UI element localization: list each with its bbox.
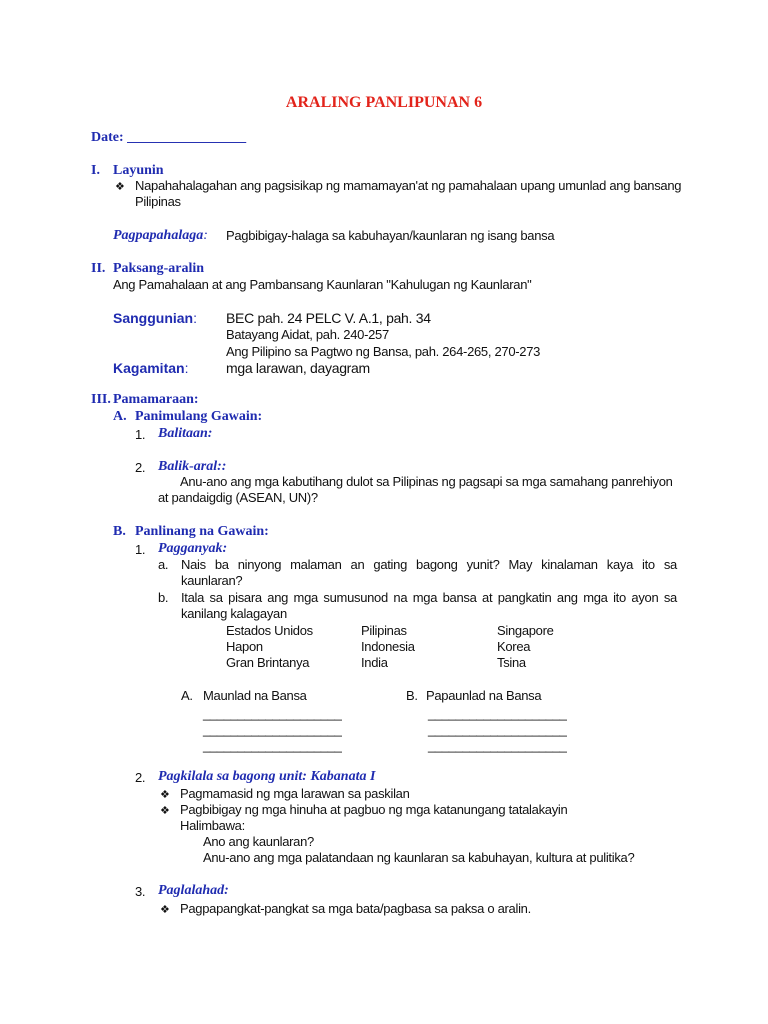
subsection-b-letter: B. — [113, 524, 126, 539]
objective-line-2: Pilipinas — [135, 194, 181, 209]
blank-line: ____________________ — [428, 722, 567, 737]
section-2-number: II. — [91, 261, 106, 276]
country-cell: Singapore — [497, 623, 554, 638]
subsection-a-letter: A. — [113, 409, 127, 424]
blank-line: ____________________ — [203, 738, 342, 753]
b-item-1-number: 1. — [135, 542, 146, 557]
date-label: Date: _________________ — [91, 130, 247, 145]
bullet-diamond-icon: ❖ — [115, 181, 125, 193]
a-item-1-number: 1. — [135, 427, 146, 442]
observation-bullet-1: Pagmamasid ng mga larawan sa paskilan — [180, 786, 410, 801]
bullet-diamond-icon: ❖ — [160, 805, 170, 817]
review-question-line-1: Anu-ano ang mga kabutihang dulot sa Pilipinas ng pagsapi sa mga samahang panrehiyon — [180, 474, 673, 489]
motivation-b-line-2: kanilang kalagayan — [181, 606, 287, 621]
example-question-2: Anu-ano ang mga palatandaan ng kaunlaran sa kabuhayan, kultura at pulitika? — [203, 850, 635, 865]
motivation-b-letter: b. — [158, 590, 169, 605]
b-item-3-number: 3. — [135, 884, 146, 899]
review-question-line-2: at pandaigdig (ASEAN, UN)? — [158, 490, 318, 505]
blank-line: ____________________ — [203, 722, 342, 737]
blank-line: ____________________ — [428, 738, 567, 753]
reference-label: Sanggunian: — [113, 310, 198, 326]
section-1-heading: Layunin — [113, 163, 164, 178]
country-cell: Indonesia — [361, 639, 415, 654]
country-cell: Tsina — [497, 655, 526, 670]
blank-line: ____________________ — [428, 706, 567, 721]
bullet-diamond-icon: ❖ — [160, 904, 170, 916]
country-cell: India — [361, 655, 388, 670]
value-label: Pagpapahalaga: — [113, 228, 208, 243]
presentation-bullet-1: Pagpapangkat-pangkat sa mga bata/pagbasa sa paksa o aralin. — [180, 901, 531, 916]
example-question-1: Ano ang kaunlaran? — [203, 834, 314, 849]
country-cell: Gran Brintanya — [226, 655, 310, 670]
country-cell: Hapon — [226, 639, 263, 654]
materials-label: Kagamitan: — [113, 360, 189, 376]
materials-text: mga larawan, dayagram — [226, 360, 370, 376]
objective-line-1: Napahahalagahan ang pagsisikap ng mamamayan'at ng pamahalaan upang umunlad ang bansang — [135, 178, 682, 193]
motivation-a-letter: a. — [158, 557, 169, 572]
section-1-number: I. — [91, 163, 100, 178]
section-3-heading: Pamamaraan: — [113, 392, 199, 407]
section-2-heading: Paksang-aralin — [113, 261, 205, 276]
observation-bullet-2: Pagbibigay ng mga hinuha at pagbuo ng mga katanungang tatalakayin — [180, 802, 568, 817]
b-item-1-label: Pagganyak: — [158, 541, 228, 556]
page-title: ARALING PANLIPUNAN 6 — [285, 94, 483, 111]
country-cell: Korea — [497, 639, 531, 654]
bullet-diamond-icon: ❖ — [160, 789, 170, 801]
b-item-2-label: Pagkilala sa bagong unit: Kabanata I — [158, 769, 376, 784]
column-b-letter: B. — [406, 688, 418, 703]
reference-line-2: Batayang Aidat, pah. 240-257 — [226, 327, 389, 342]
reference-line-3: Ang Pilipino sa Pagtwo ng Bansa, pah. 264-265, 270-273 — [226, 344, 541, 359]
subsection-a-heading: Panimulang Gawain: — [135, 409, 263, 424]
blank-line: ____________________ — [203, 706, 342, 721]
a-item-2-label: Balik-aral:: — [158, 459, 227, 474]
example-label: Halimbawa: — [180, 818, 245, 833]
a-item-1-label: Balitaan: — [158, 426, 213, 441]
topic-text: Ang Pamahalaan at ang Pambansang Kaunlaran "Kahulugan ng Kaunlaran" — [113, 277, 532, 292]
a-item-2-number: 2. — [135, 460, 146, 475]
column-b-label: Papaunlad na Bansa — [426, 688, 542, 703]
motivation-a-line-2: kaunlaran? — [181, 573, 243, 588]
b-item-2-number: 2. — [135, 770, 146, 785]
motivation-b-line-1: Itala sa pisara ang mga sumusunod na mga bansa at pangkatin ang mga ito ayon sa — [181, 590, 677, 605]
value-text: Pagbibigay-halaga sa kabuhayan/kaunlaran ng isang bansa — [226, 228, 555, 243]
b-item-3-label: Paglalahad: — [158, 883, 229, 898]
country-cell: Estados Unidos — [226, 623, 313, 638]
reference-line-1: BEC pah. 24 PELC V. A.1, pah. 34 — [226, 310, 431, 326]
section-3-number: III. — [91, 392, 111, 407]
column-a-letter: A. — [181, 688, 193, 703]
country-cell: Pilipinas — [361, 623, 407, 638]
subsection-b-heading: Panlinang na Gawain: — [135, 524, 269, 539]
column-a-label: Maunlad na Bansa — [203, 688, 307, 703]
motivation-a-line-1: Nais ba ninyong malaman an gating bagong yunit? May kinalaman kaya ito sa — [181, 557, 677, 572]
